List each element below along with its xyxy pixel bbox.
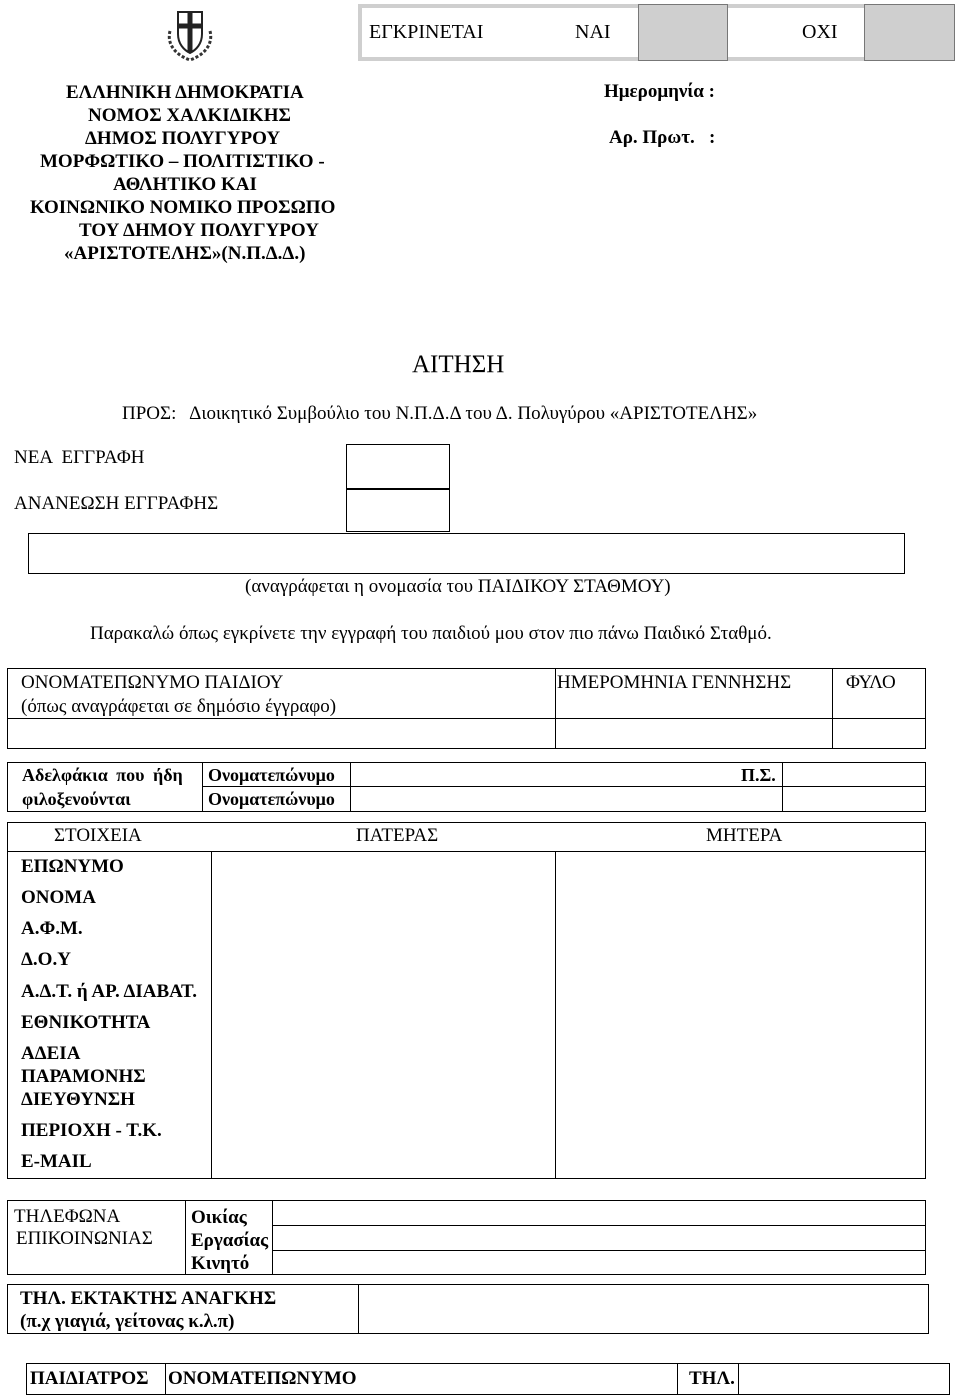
phones-divider — [272, 1200, 273, 1275]
phone-home-label: Οικίας — [191, 1207, 247, 1228]
father-details-input[interactable] — [213, 853, 553, 1177]
row-label: ΔΙΕΥΘΥΝΣΗ — [21, 1089, 135, 1110]
sibling-name-label: Ονοματεπώνυμο — [208, 789, 335, 809]
pediatrician-divider — [677, 1363, 678, 1395]
mother-details-input[interactable] — [557, 853, 924, 1177]
child-dob-header: ΗΜΕΡΟΜΗΝΙΑ ΓΕΝΝΗΣΗΣ — [557, 672, 792, 693]
phone-work-input[interactable] — [274, 1227, 924, 1249]
phones-label: ΤΗΛΕΦΩΝΑ — [14, 1206, 121, 1227]
col-father-header: ΠΑΤΕΡΑΣ — [356, 825, 439, 846]
org-line: ΜΟΡΦΩΤΙΚΟ – ΠΟΛΙΤΙΣΤΙΚΟ - — [40, 151, 325, 172]
approval-yes-checkbox[interactable] — [638, 4, 728, 61]
phones-divider — [272, 1225, 926, 1226]
parents-divider — [7, 851, 926, 852]
sibling-school-input[interactable] — [784, 764, 924, 785]
org-line: ΕΛΛΗΝΙΚΗ ΔΗΜΟΚΡΑΤΙΑ — [66, 82, 304, 103]
phones-divider — [185, 1200, 186, 1275]
phone-work-label: Εργασίας — [191, 1230, 269, 1251]
child-table-divider — [832, 668, 833, 749]
child-gender-input[interactable] — [834, 720, 924, 747]
pediatrician-label: ΠΑΙΔΙΑΤΡΟΣ — [30, 1368, 149, 1389]
row-label: ΠΑΡΑΜΟΝΗΣ — [21, 1066, 146, 1087]
row-label: Α.Δ.Τ. ή ΑΡ. ΔΙΑΒΑΤ. — [21, 981, 198, 1002]
page-title: ΑΙΤΗΣΗ — [412, 351, 505, 378]
siblings-divider — [202, 762, 203, 812]
col-mother-header: ΜΗΤΕΡΑ — [706, 825, 783, 846]
nursery-hint: (αναγράφεται η ονομασία του ΠΑΙΔΙΚΟΥ ΣΤΑΘΜΟΥ) — [245, 576, 671, 597]
pediatrician-divider — [165, 1363, 166, 1395]
siblings-label: Αδελφάκια που ήδη — [22, 765, 183, 785]
emergency-label: ΤΗΛ. ΕΚΤΑΚΤΗΣ ΑΝΑΓΚΗΣ — [20, 1288, 277, 1309]
approval-no-label: ΟΧΙ — [802, 21, 838, 43]
child-gender-header: ΦΥΛΟ — [846, 672, 896, 693]
sibling-school-label: Π.Σ. — [741, 765, 776, 785]
pediatrician-name-label: ΟΝΟΜΑΤΕΠΩΝΥΜΟ — [168, 1368, 357, 1389]
row-label: ΟΝΟΜΑ — [21, 887, 96, 908]
child-name-input[interactable] — [9, 720, 553, 747]
phones-label: ΕΠΙΚΟΙΝΩΝΙΑΣ — [16, 1228, 153, 1249]
pediatrician-divider — [738, 1363, 739, 1395]
org-line: «ΑΡΙΣΤΟΤΕΛΗΣ»(Ν.Π.Δ.Δ.) — [64, 243, 306, 264]
child-name-header: ΟΝΟΜΑΤΕΠΩΝΥΜΟ ΠΑΙΔΙΟΥ — [21, 672, 284, 693]
col-details-header: ΣΤΟΙΧΕΙΑ — [54, 825, 142, 846]
siblings-divider — [782, 762, 783, 812]
pediatrician-phone-label: ΤΗΛ. — [689, 1368, 735, 1389]
org-line: ΑΘΛΗΤΙΚΟ ΚΑΙ — [113, 174, 257, 195]
phones-divider — [272, 1250, 926, 1251]
child-dob-input[interactable] — [557, 720, 830, 747]
request-text: Παρακαλώ όπως εγκρίνετε την εγγραφή του παιδιού μου στον πιο πάνω Παιδικό Σταθμό. — [90, 623, 772, 644]
row-label: ΠΕΡΙΟΧΗ - Τ.Κ. — [21, 1120, 162, 1141]
sibling-name-input[interactable] — [352, 764, 738, 785]
row-label: E-MAIL — [21, 1151, 92, 1172]
emergency-phone-input[interactable] — [360, 1286, 927, 1332]
child-table-divider — [555, 668, 556, 749]
pediatrician-name-input[interactable] — [366, 1365, 675, 1393]
protocol-label: Αρ. Πρωτ. : — [609, 127, 716, 148]
siblings-label: φιλοξενούνται — [22, 789, 131, 809]
parents-divider — [211, 851, 212, 1179]
renewal-registration-checkbox[interactable] — [346, 488, 450, 532]
phone-mobile-input[interactable] — [274, 1252, 924, 1273]
child-table-divider — [7, 718, 926, 719]
approval-label: ΕΓΚΡΙΝΕΤΑΙ — [369, 21, 484, 43]
org-line: ΝΟΜΟΣ ΧΑΛΚΙΔΙΚΗΣ — [88, 105, 291, 126]
new-registration-label: ΝΕΑ ΕΓΓΡΑΦΗ — [14, 447, 145, 468]
new-registration-checkbox[interactable] — [346, 444, 450, 490]
emergency-label: (π.χ γιαγιά, γείτονας κ.λ.π) — [20, 1311, 235, 1332]
siblings-divider — [202, 786, 926, 787]
org-line: ΔΗΜΟΣ ΠΟΛΥΓΥΡΟΥ — [85, 128, 281, 149]
org-line: ΤΟΥ ΔΗΜΟΥ ΠΟΛΥΓΥΡΟΥ — [79, 220, 319, 241]
approval-yes-label: ΝΑΙ — [575, 21, 611, 43]
recipient-text: Διοικητικό Συμβούλιο του Ν.Π.Δ.Δ του Δ. Πολυγύρου «ΑΡΙΣΤΟΤΕΛΗΣ» — [189, 403, 758, 424]
nursery-name-field[interactable] — [28, 533, 905, 574]
sibling-name-input[interactable] — [352, 788, 780, 810]
recipient-line — [122, 404, 757, 423]
renewal-registration-label: ΑΝΑΝΕΩΣΗ ΕΓΓΡΑΦΗΣ — [14, 493, 219, 514]
siblings-divider — [350, 762, 351, 812]
row-label: Α.Φ.Μ. — [21, 918, 83, 939]
pediatrician-phone-input[interactable] — [740, 1365, 948, 1393]
sibling-name-label: Ονοματεπώνυμο — [208, 765, 335, 785]
greek-emblem — [161, 4, 219, 62]
org-line: ΚΟΙΝΩΝΙΚΟ ΝΟΜΙΚΟ ΠΡΟΣΩΠΟ — [30, 197, 336, 218]
row-label: ΕΘΝΙΚΟΤΗΤΑ — [21, 1012, 151, 1033]
row-label: ΕΠΩΝΥΜΟ — [21, 856, 124, 877]
child-name-note: (όπως αναγράφεται σε δημόσιο έγγραφο) — [21, 696, 337, 717]
recipient-prefix: ΠΡΟΣ: — [122, 403, 177, 424]
phone-home-input[interactable] — [274, 1202, 924, 1224]
phone-mobile-label: Κινητό — [191, 1253, 250, 1274]
approval-no-checkbox[interactable] — [864, 4, 955, 61]
parents-divider — [555, 851, 556, 1179]
sibling-school-input[interactable] — [784, 788, 924, 810]
date-label: Ημερομηνία : — [604, 81, 715, 102]
emergency-divider — [358, 1284, 359, 1334]
row-label: ΑΔΕΙΑ — [21, 1043, 81, 1064]
row-label: Δ.Ο.Υ — [21, 949, 71, 970]
